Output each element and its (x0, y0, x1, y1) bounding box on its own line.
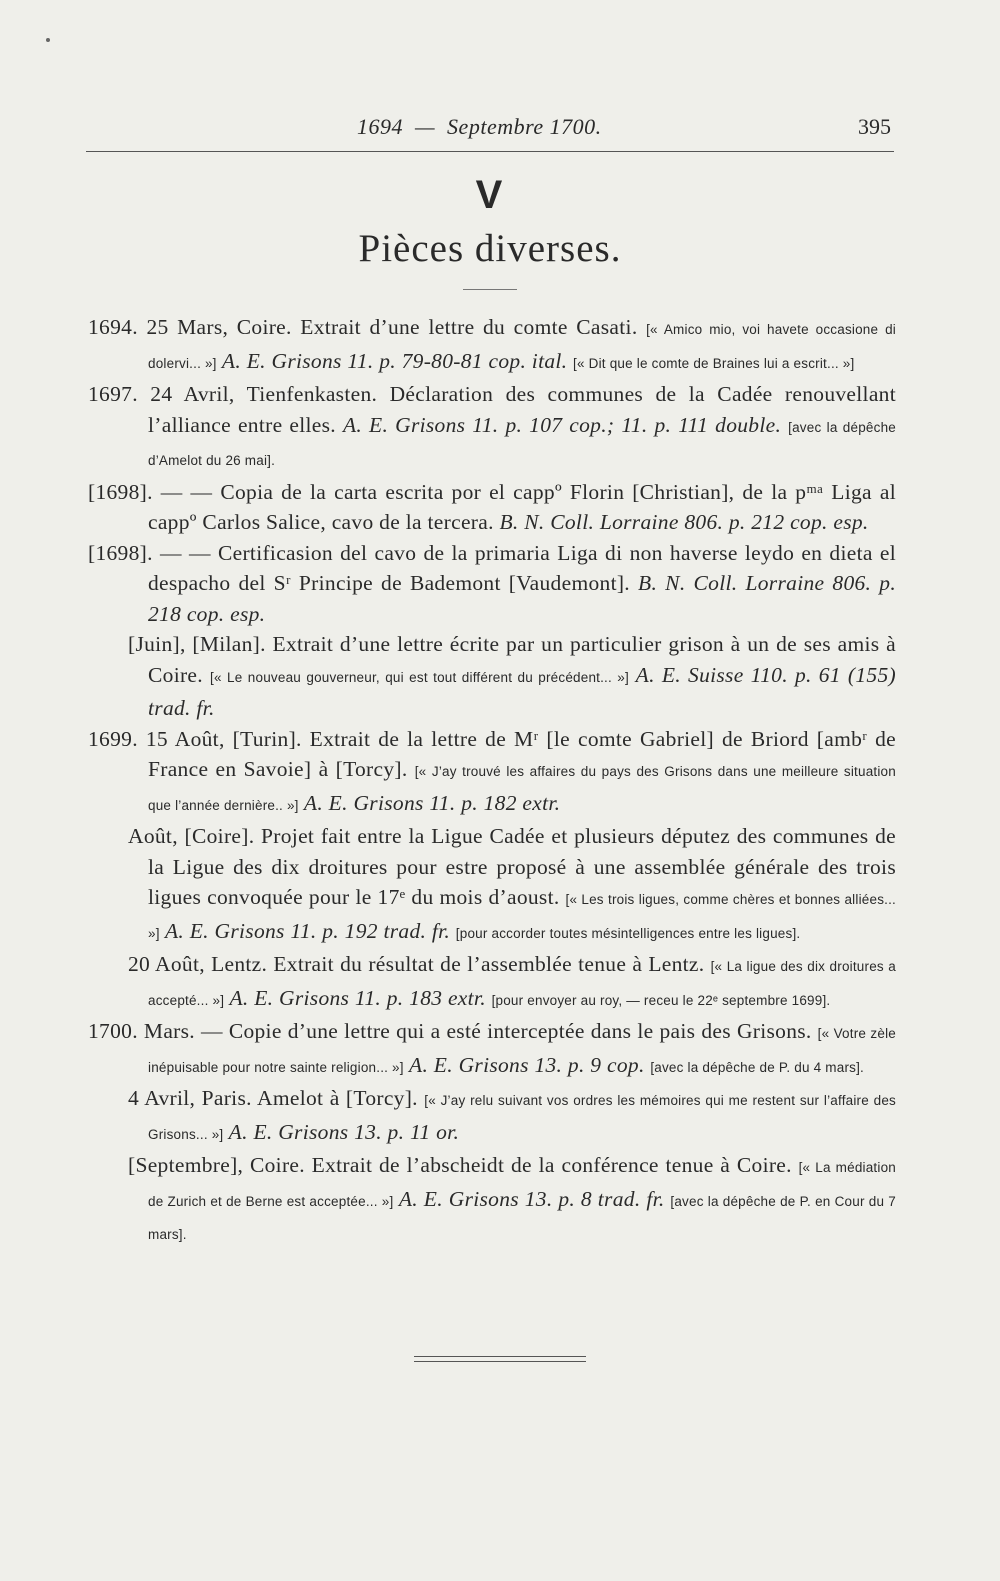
entry-quote: [« Votre zèle inépuisable pour notre sainte religion... »] (148, 1026, 896, 1075)
entry-source: A. E. Grisons 13. p. 8 trad. fr. (393, 1186, 671, 1211)
entry (88, 949, 896, 1016)
entry-date: 1699. (88, 726, 138, 751)
running-head-title: 1694 — Septembre 1700. (357, 114, 602, 139)
entry (88, 821, 896, 949)
entry-source: A. E. Grisons 11. p. 107 cop.; 11. p. 111 double. (342, 412, 789, 437)
section-numeral: V (475, 173, 505, 217)
entry-quote: [« Amico mio, voi havete occasione di dolervi... »] (148, 322, 896, 371)
end-rule (414, 1361, 586, 1362)
entry-source: A. E. Grisons 11. p. 79-80-81 cop. ital. (216, 348, 574, 373)
entry-quote: [« La ligue des dix droitures a accepté... »] (148, 959, 896, 1008)
entry (88, 312, 896, 379)
running-head (0, 114, 1000, 148)
entry (88, 1150, 896, 1251)
entry-text: 24 Avril, Tienfenkasten. Déclaration des communes de la Cadée renouvellant l’alliance entre elles. (137, 382, 896, 437)
entry-note: [avec la dépêche de P. en Cour du 7 mars]. (148, 1193, 896, 1242)
entry-text: Août, [Coire]. Projet fait entre la Ligue Cadée et plusieurs députez des communes de la Ligue des dix droitures pour estre proposé à une assemblée générale des trois ligues convoquée pour le 17ᵉ du mois d’aoust. (128, 824, 896, 909)
entry-quote: [« La médiation de Zurich et de Berne est acceptée... »] (148, 1160, 897, 1209)
entry (88, 379, 896, 477)
entry-source: A. E. Grisons 11. p. 183 extr. (224, 985, 492, 1010)
entry-source: A. E. Grisons 13. p. 9 cop. (403, 1052, 651, 1077)
entry-quote: [« J’ay relu suivant vos ordres les mémoires qui me restent sur l’affaire des Grisons... »] (148, 1093, 896, 1142)
page-number: 395 (858, 114, 891, 139)
entry-note: [pour accorder toutes mésintelligences entre les ligues]. (455, 925, 801, 941)
header-rule (86, 151, 894, 152)
ink-speck (46, 38, 50, 42)
entry-source: A. E. Grisons 13. p. 11 or. (223, 1119, 460, 1144)
entry-text: — — Certificasion del cavo de la primaria Liga di non haverse leydo en dieta el despacho del Sʳ Principe de Bademont [Vaudemont]. (148, 540, 896, 595)
entry-quote: [« Le nouveau gouverneur, qui est tout différent du précédent... »] (210, 669, 629, 685)
entry (88, 477, 896, 538)
entry (88, 1083, 896, 1150)
entry-source: A. E. Grisons 11. p. 182 extr. (298, 790, 561, 815)
entry-note: [avec la dépêche d’Amelot du 26 mai]. (148, 419, 897, 468)
entry-text: 25 Mars, Coire. Extrait d’une lettre du comte Casati. (137, 315, 647, 339)
entry-source: B. N. Coll. Lorraine 806. p. 212 cop. esp. (499, 510, 869, 534)
entry-note: [avec la dépêche de P. du 4 mars]. (650, 1059, 865, 1075)
entry-source: A. E. Suisse 110. p. 61 (155) trad. fr. (148, 662, 896, 720)
entry-text: — — Copia de la carta escrita por el cappº Florin [Christian], de la pᵐᵃ Liga al cappº Carlos Salice, cavo de la tercera. (148, 479, 896, 534)
entry-note: [pour envoyer au roy, — receu le 22ᵉ septembre 1699]. (491, 992, 831, 1008)
entry-text: [Septembre], Coire. Extrait de l’abscheidt de la conférence tenue à Coire. (128, 1153, 799, 1177)
entry-text: [Juin], [Milan]. Extrait d’une lettre écrite par un particulier grison à un de ses amis à Coire. (128, 632, 896, 687)
entry-quote: [« J’ay trouvé les affaires du pays des Grisons dans une meilleure situation que l’année dernière.. »] (148, 764, 896, 813)
entry-text: 4 Avril, Paris. Amelot à [Torcy]. (128, 1086, 425, 1110)
entry (88, 1016, 896, 1083)
title-rule (463, 289, 517, 290)
entry-date: 1700. (88, 1019, 138, 1043)
entry-date: [1698]. (88, 540, 153, 565)
entry-note: [« Dit que le comte de Braines lui a escrit... »] (573, 355, 855, 371)
entry-source: A. E. Grisons 11. p. 192 trad. fr. (159, 918, 456, 943)
entries-list (88, 312, 896, 1251)
section-title: Pièces diverses. (358, 227, 622, 270)
entry (88, 538, 896, 630)
entry-text: 20 Août, Lentz. Extrait du résultat de l’assemblée tenue à Lentz. (128, 952, 711, 976)
entry (88, 629, 896, 724)
entry-date: 1694. (88, 315, 138, 339)
entry-date: [1698]. (88, 479, 153, 504)
entry-text: 15 Août, [Turin]. Extrait de la lettre de Mʳ [le comte Gabriel] de Briord [ambʳ de France en Savoie] à [Torcy]. (137, 726, 896, 781)
end-rule (414, 1356, 586, 1357)
entry-quote: [« Les trois ligues, comme chères et bonnes alliées... »] (148, 892, 896, 941)
entry (88, 724, 896, 822)
entry-source: B. N. Coll. Lorraine 806. p. 218 cop. esp. (148, 571, 896, 626)
entry-text: Mars. — Copie d’une lettre qui a esté interceptée dans le pais des Grisons. (137, 1019, 818, 1043)
entry-date: 1697. (88, 382, 138, 406)
